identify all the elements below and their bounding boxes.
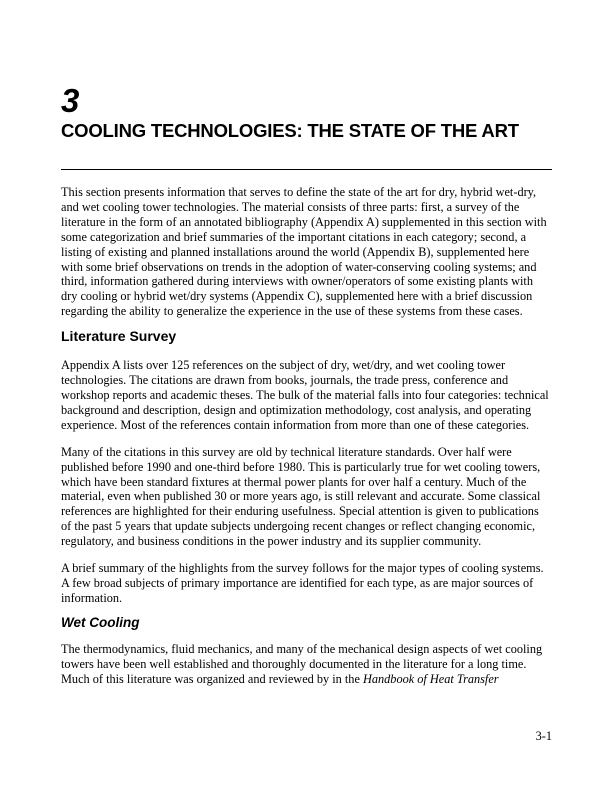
literature-survey-paragraph-1: Appendix A lists over 125 references on the subject of dry, wet/dry, and wet cooling tower technologies. The citations are drawn from books, journals, the trade press, conference and workshop reports and academic theses. The bulk of the material falls into four categories: technical background and description, design and optimization methodology, cost analysis, and operating experience. Most of the references contain information from more than one of these categories. [61, 358, 549, 432]
page-number: 3-1 [535, 729, 552, 743]
literature-survey-paragraph-3: A brief summary of the highlights from the survey follows for the major types of cooling systems. A few broad subjects of primary importance are identified for each type, as are major sources of information. [61, 561, 544, 605]
chapter-number: 3 [61, 82, 80, 119]
book-title-handbook-of-heat-transfer: Handbook of Heat Transfer [362, 671, 499, 686]
literature-survey-paragraph-2: Many of the citations in this survey are old by technical literature standards. Over half were published before 1990 and one-third before 1980. This is particularly true for wet cooling towers, which have been standard fixtures at thermal power plants for over half a century. Much of the material, even when published 30 or more years ago, is still relevant and accurate. Some classical references are highlighted for their enduring usefulness. Special attention is given to publications of the past 5 years that update subjects undergoing recent changes or reflect changing economic, regulatory, and business conditions in the power industry and its supplier community. [61, 444, 541, 549]
title-rule [61, 169, 552, 170]
wet-cooling-paragraph [61, 642, 552, 687]
section-heading-literature-survey: Literature Survey [61, 328, 177, 345]
wet-cooling-paragraph-lead: The thermodynamics, fluid mechanics, and many of the mechanical design aspects of wet cooling towers have been well established and thoroughly documented in the literature for a long time. Much of this literature was organized and reviewed by in the [61, 641, 543, 686]
page-content [61, 0, 552, 686]
chapter-title: COOLING TECHNOLOGIES: THE STATE OF THE ART [61, 120, 519, 141]
sub-heading-wet-cooling: Wet Cooling [61, 614, 140, 630]
intro-paragraph: This section presents information that serves to define the state of the art for dry, hybrid wet-dry, and wet cooling tower technologies. The material consists of three parts: first, a survey of the literature in the form of an annotated bibliography (Appendix A) supplemented in this section with some categorization and brief summaries of the important citations in each category; second, a listing of existing and planned installations around the world (Appendix B), supplemented here with some brief observations on trends in the adoption of water-conserving cooling systems; and third, information gathered during interviews with owner/operators of some existing plants with dry cooling or hybrid wet/dry systems (Appendix C), supplemented here with a brief discussion regarding the ability to generalize the experience in the use of these systems from these cases. [61, 185, 547, 319]
